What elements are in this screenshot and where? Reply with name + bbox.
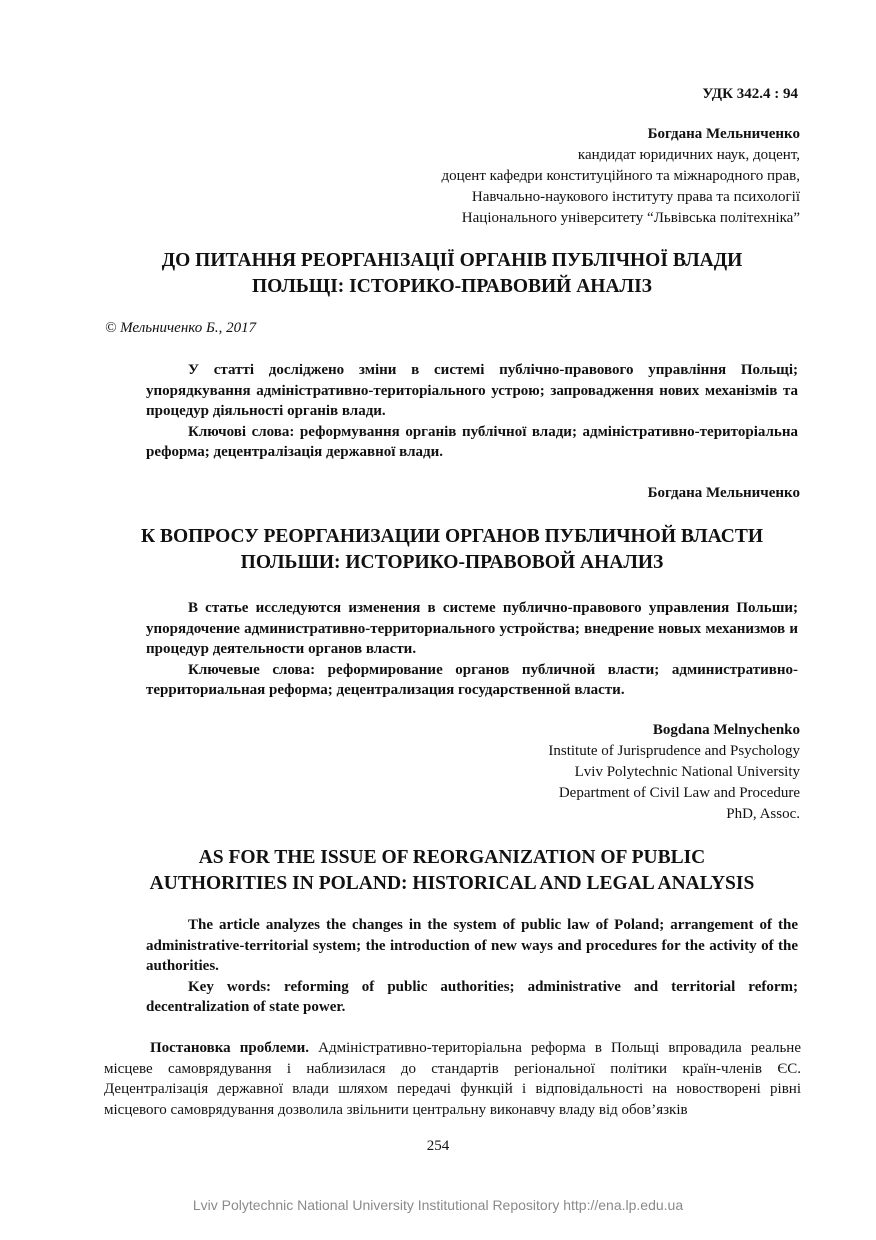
- ru-author-name: Богдана Мельниченко: [647, 485, 800, 501]
- ua-title: [80, 248, 824, 300]
- ua-affiliation-line: Національного університету “Львівська політехніка”: [461, 210, 800, 226]
- ua-author-block: [441, 124, 800, 229]
- repository-footer: Lviv Polytechnic National University Institutional Repository http://ena.lp.edu.ua: [192, 1197, 684, 1213]
- en-abstract: [146, 915, 798, 1018]
- ua-title-line: ПОЛЬЩІ: ІСТОРИКО-ПРАВОВИЙ АНАЛІЗ: [252, 276, 652, 297]
- en-title: [80, 845, 824, 897]
- en-abstract-text: The article analyzes the changes in the system of public law of Poland; arrangement of the administrative-territorial system; the introduction of new ways and procedures for the activity of the authorities.: [146, 917, 798, 974]
- en-author-name: Bogdana Melnychenko: [652, 722, 800, 738]
- ua-affiliation-line: кандидат юридичних наук, доцент,: [577, 147, 800, 163]
- ua-author-name: Богдана Мельниченко: [647, 126, 800, 142]
- body-paragraph: [104, 1038, 801, 1120]
- en-title-line: AUTHORITIES IN POLAND: HISTORICAL AND LEGAL ANALYSIS: [149, 873, 755, 894]
- en-title-line: AS FOR THE ISSUE OF REORGANIZATION OF PUBLIC: [198, 847, 706, 868]
- ua-title-line: ДО ПИТАННЯ РЕОРГАНІЗАЦІЇ ОРГАНІВ ПУБЛІЧНОЇ ВЛАДИ: [161, 250, 743, 271]
- ru-title-line: К ВОПРОСУ РЕОРГАНИЗАЦИИ ОРГАНОВ ПУБЛИЧНОЙ ВЛАСТИ: [140, 526, 764, 547]
- en-affiliation-line: PhD, Assoc.: [726, 806, 800, 822]
- en-affiliation-line: Institute of Jurisprudence and Psychology: [548, 743, 800, 759]
- body-paragraph-text: Адміністративно-територіальна реформа в Польщі впровадила реальне місцеве самоврядування і наблизилася до стандартів регіональної політики країн-членів ЄС. Децентралізація державної влади шляхом передачі функцій і відповідальності на новостворені рівні місцевого самоврядування дозволила звільнити центральну виконавчу владу від обов’язків: [104, 1040, 801, 1118]
- en-author-block: [548, 720, 800, 825]
- ru-abstract-text: В статье исследуются изменения в системе публично-правового управления Польши; упорядочение административно-территориального устройства; внедрение новых механизмов и процедур деятельности органов власти.: [146, 600, 798, 657]
- body-text: [104, 1038, 801, 1120]
- ua-keywords: Ключові слова: реформування органів публічної влади; адміністративно-територіальна реформа; децентралізація державної влади.: [146, 423, 798, 460]
- udk-code: УДК 342.4 : 94: [702, 86, 798, 102]
- ua-affiliation-line: Навчально-наукового інституту права та психології: [471, 189, 800, 205]
- ru-keywords: Ключевые слова: реформирование органов публичной власти; административно-территориальная реформа; децентрализация государственной власти.: [146, 661, 798, 698]
- en-affiliation-line: Department of Civil Law and Procedure: [558, 785, 800, 801]
- en-keywords: Key words: reforming of public authorities; administrative and territorial reform; decentralization of state power.: [146, 978, 798, 1015]
- ru-title-line: ПОЛЬШИ: ИСТОРИКО-ПРАВОВОЙ АНАЛИЗ: [240, 552, 664, 573]
- ua-abstract: [146, 360, 798, 463]
- en-affiliation-line: Lviv Polytechnic National University: [574, 764, 800, 780]
- section-lead: Постановка проблеми.: [150, 1040, 310, 1056]
- page-number: 254: [426, 1138, 450, 1154]
- ua-abstract-text: У статті досліджено зміни в системі публічно-правового управління Польщі; упорядкування адміністративно-територіального устрою; запровадження нових механізмів та процедур діяльності органів влади.: [146, 362, 798, 419]
- ru-title: [80, 524, 824, 576]
- copyright: © Мельниченко Б., 2017: [105, 320, 257, 336]
- ru-abstract: [146, 598, 798, 701]
- ua-affiliation-line: доцент кафедри конституційного та міжнародного прав,: [441, 168, 800, 184]
